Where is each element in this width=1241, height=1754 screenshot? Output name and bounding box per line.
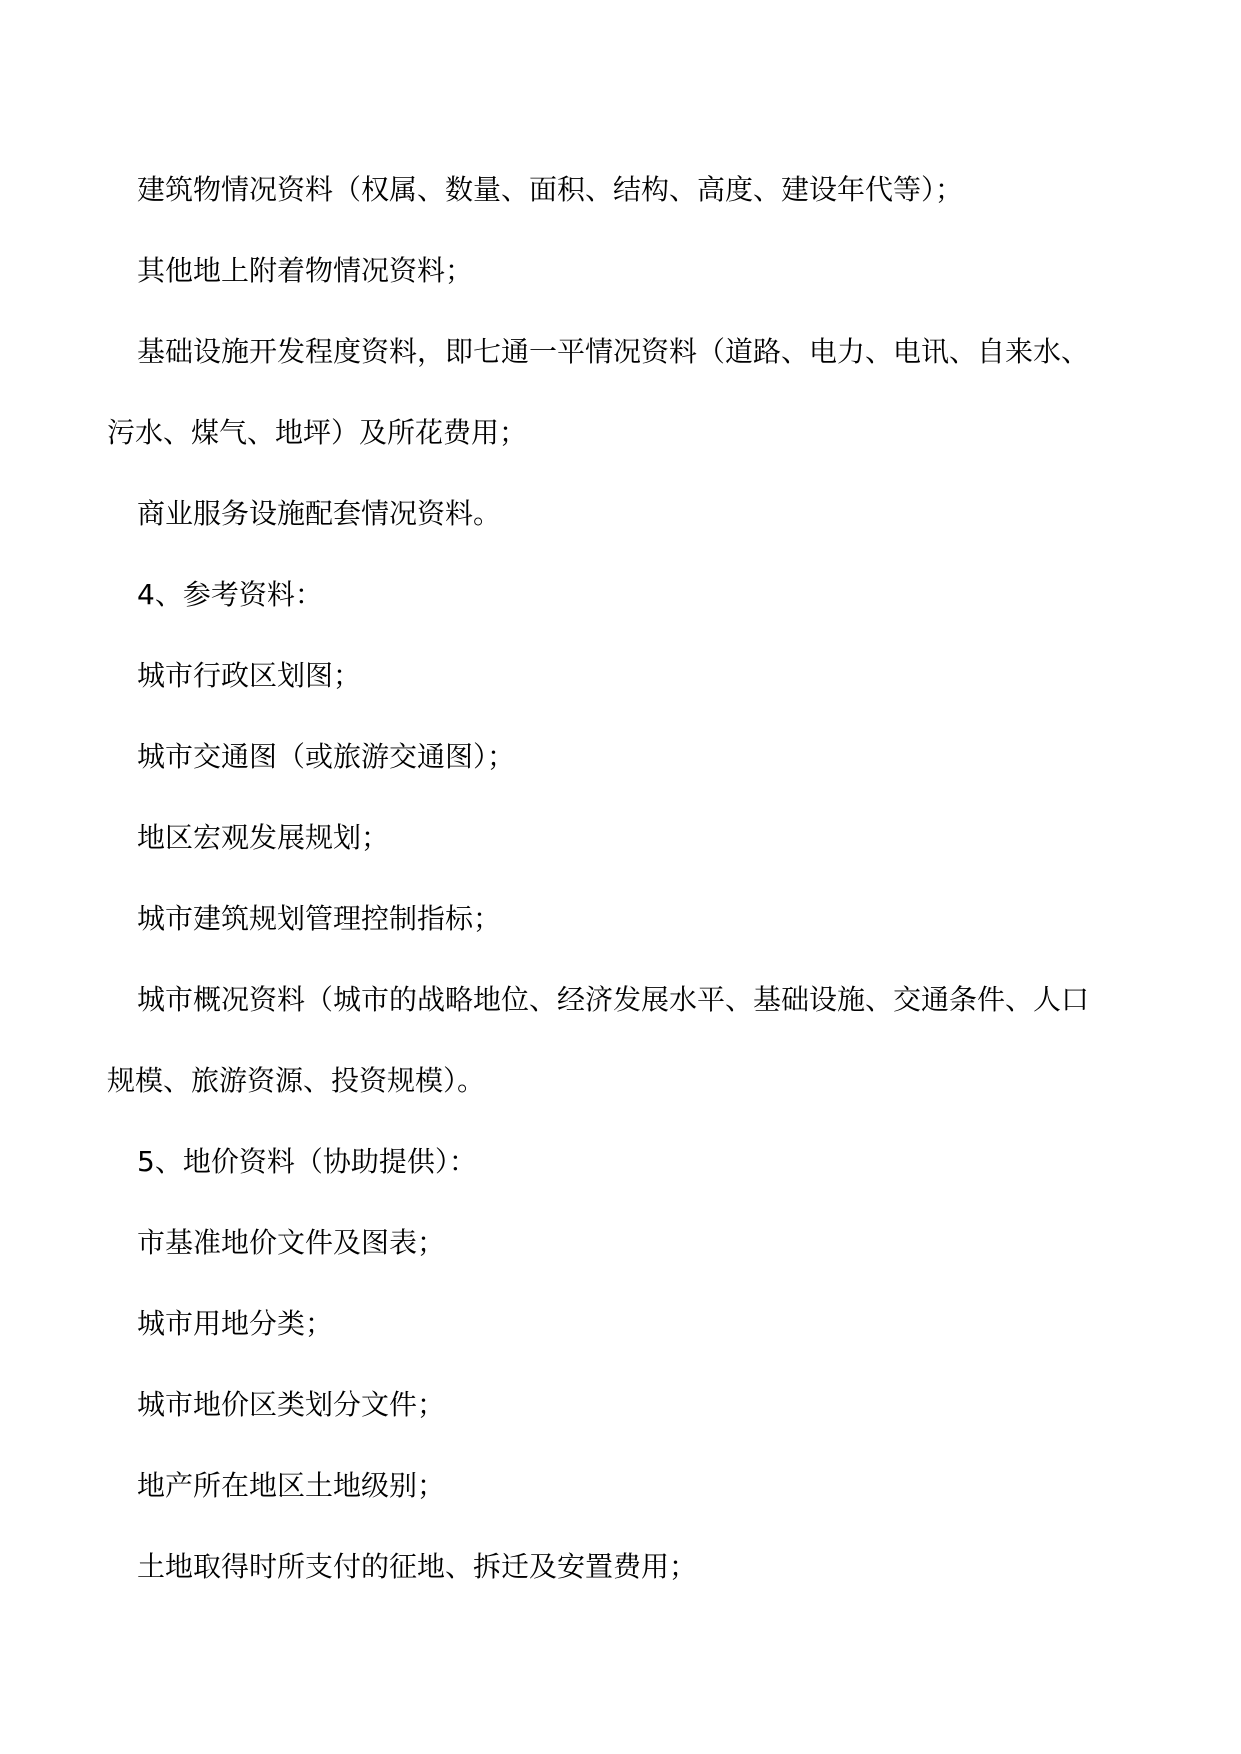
text-line: 地产所在地区土地级别； [137,1469,446,1502]
text-line: 城市地价区类划分文件； [137,1388,446,1421]
text-line: 市基准地价文件及图表； [137,1226,446,1259]
text-line: 建筑物情况资料（权属、数量、面积、结构、高度、建设年代等）； [137,173,964,206]
text-line: 城市概况资料（城市的战略地位、经济发展水平、基础设施、交通条件、人口 [137,983,1090,1016]
text-line: 商业服务设施配套情况资料。 [137,497,502,530]
text-line: 基础设施开发程度资料，即七通一平情况资料（道路、电力、电讯、自来水、 [137,335,1090,368]
text-line: 规模、旅游资源、投资规模）。 [107,1064,486,1097]
text-line: 土地取得时所支付的征地、拆迁及安置费用； [137,1550,698,1583]
text-line: 城市建筑规划管理控制指标； [137,902,502,935]
text-line: 地区宏观发展规划； [137,821,390,854]
section-heading: 4、参考资料： [137,578,323,611]
text-line: 污水、煤气、地坪）及所花费用； [107,416,528,449]
text-line: 其他地上附着物情况资料； [137,254,474,287]
text-line: 城市用地分类； [137,1307,334,1340]
section-heading: 5、地价资料（协助提供）： [137,1145,477,1178]
text-line: 城市行政区划图； [137,659,362,692]
text-line: 城市交通图（或旅游交通图）； [137,740,516,773]
